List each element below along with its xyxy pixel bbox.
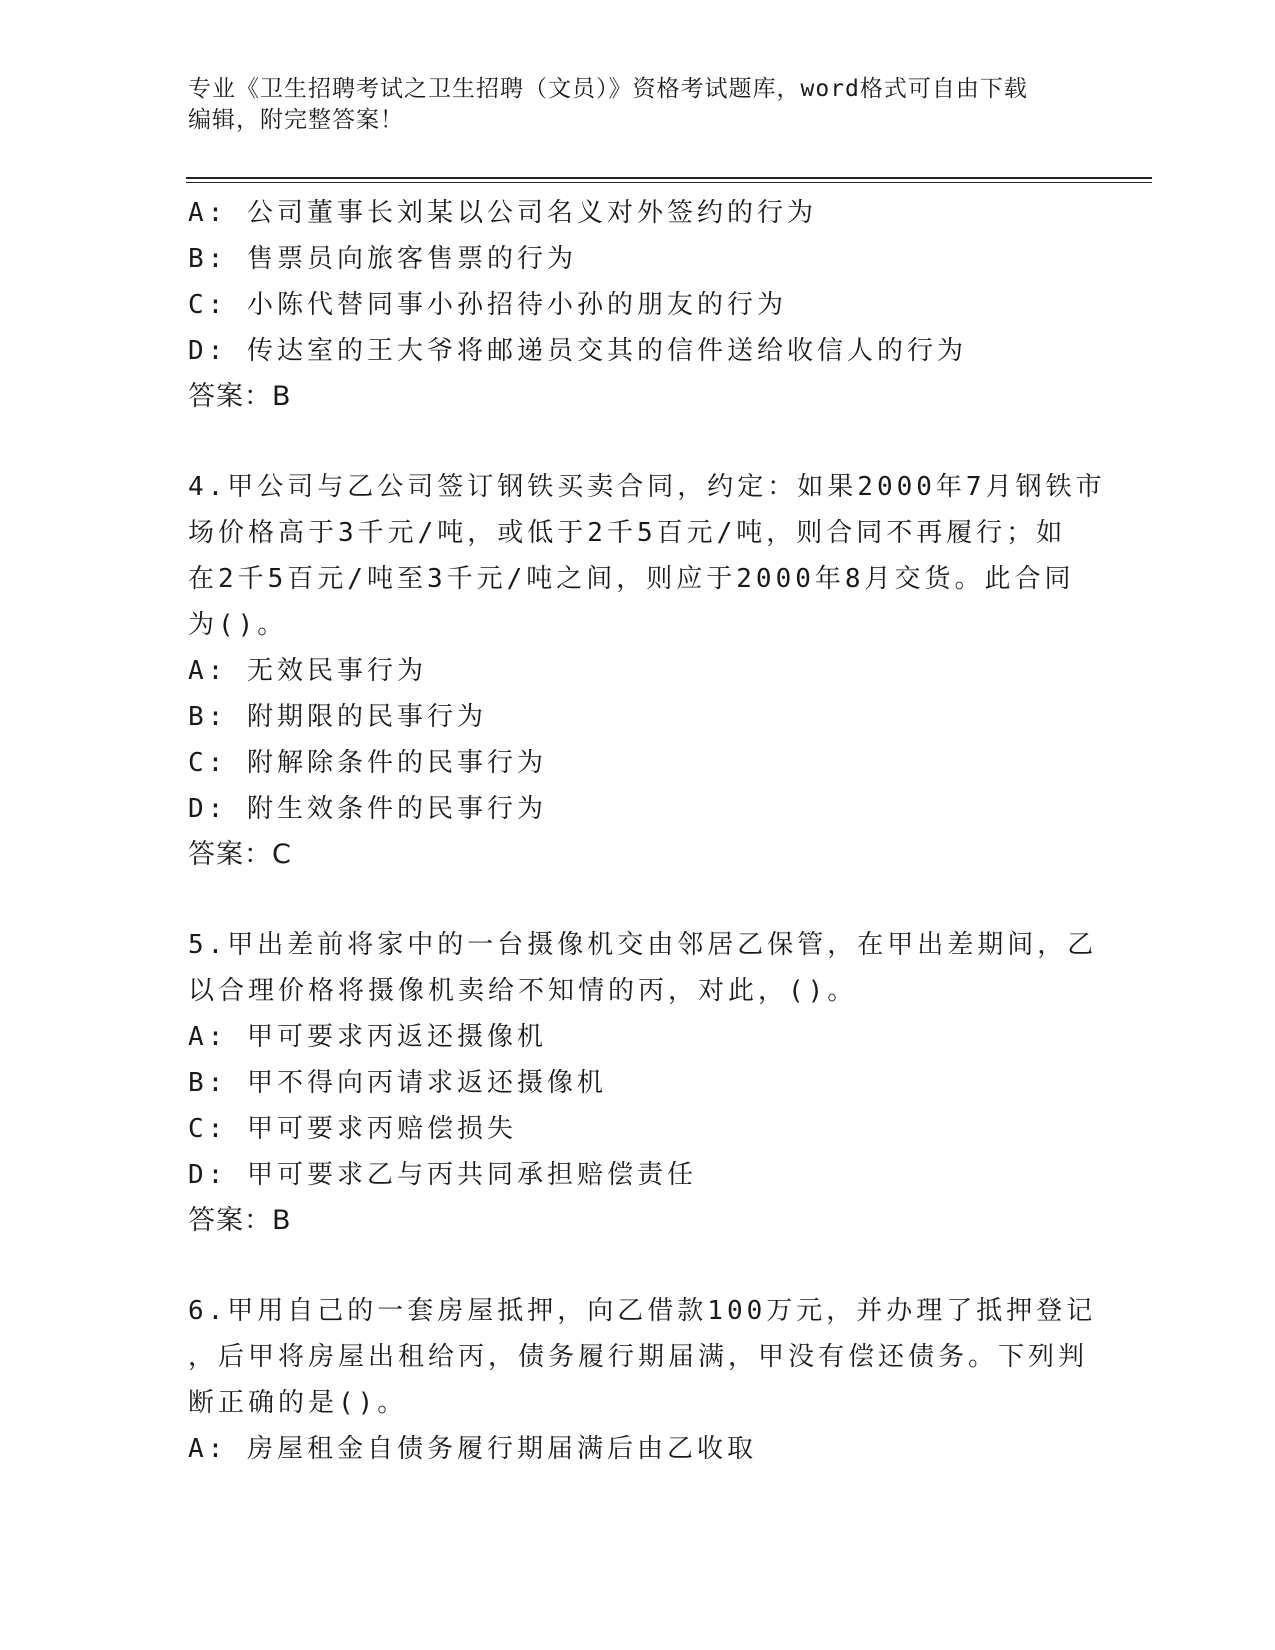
option-a: A: 房屋租金自债务履行期届满后由乙收取: [188, 1434, 757, 1464]
question-stem-line: ，后甲将房屋出租给丙，债务履行期届满，甲没有偿还债务。下列判: [188, 1342, 1089, 1372]
header-divider-thick: [186, 177, 1152, 179]
question-5: [188, 922, 1098, 1244]
header-divider-thin: [186, 182, 1152, 183]
question-list: [188, 190, 1106, 1472]
option-c: C: 甲可要求丙赔偿损失: [188, 1114, 517, 1144]
question-stem-line: 场价格高于3千元/吨，或低于2千5百元/吨，则合同不再履行；如: [188, 518, 1067, 548]
option-b: B: 附期限的民事行为: [188, 702, 487, 732]
question-4: [188, 464, 1106, 878]
option-c: C: 附解除条件的民事行为: [188, 748, 547, 778]
header-line-1: 专业《卫生招聘考试之卫生招聘（文员）》资格考试题库，word格式可自由下载: [188, 76, 1028, 102]
question-6: [188, 1288, 1097, 1472]
option-a: A: 无效民事行为: [188, 656, 427, 686]
question-stem-line: 5.甲出差前将家中的一台摄像机交由邻居乙保管，在甲出差期间，乙: [188, 930, 1098, 960]
answer: 答案：B: [188, 381, 292, 412]
answer: 答案：B: [188, 1205, 292, 1236]
option-d: D: 传达室的王大爷将邮递员交其的信件送给收信人的行为: [188, 336, 967, 366]
document-header: [188, 74, 1068, 136]
answer: 答案：C: [188, 839, 292, 870]
question-stem-line: 在2千5百元/吨至3千元/吨之间，则应于2000年8月交货。此合同: [188, 564, 1075, 594]
option-a: A: 甲可要求丙返还摄像机: [188, 1022, 547, 1052]
question-stem-line: 4.甲公司与乙公司签订钢铁买卖合同，约定：如果2000年7月钢铁市: [188, 472, 1106, 502]
option-d: D: 附生效条件的民事行为: [188, 794, 547, 824]
header-line-2: 编辑，附完整答案！: [188, 107, 404, 133]
option-c: C: 小陈代替同事小孙招待小孙的朋友的行为: [188, 290, 787, 320]
question-stem-line: 断正确的是()。: [188, 1388, 408, 1418]
question-3: [188, 190, 1088, 420]
question-stem-line: 6.甲用自己的一套房屋抵押，向乙借款100万元，并办理了抵押登记: [188, 1296, 1097, 1326]
option-a: A: 公司董事长刘某以公司名义对外签约的行为: [188, 198, 817, 228]
question-stem-line: 以合理价格将摄像机卖给不知情的丙，对此，()。: [188, 976, 858, 1006]
question-stem-line: 为()。: [188, 610, 288, 640]
option-b: B: 售票员向旅客售票的行为: [188, 244, 577, 274]
option-d: D: 甲可要求乙与丙共同承担赔偿责任: [188, 1160, 697, 1190]
option-b: B: 甲不得向丙请求返还摄像机: [188, 1068, 607, 1098]
